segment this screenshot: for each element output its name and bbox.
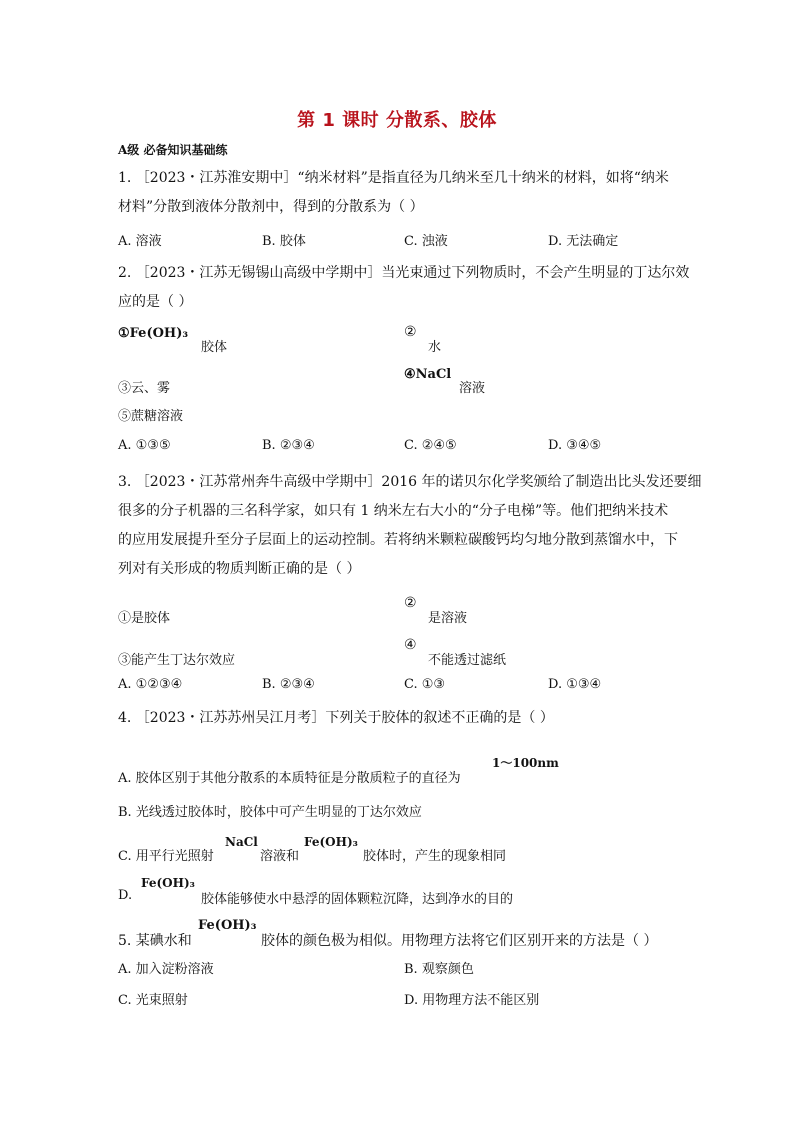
q5-suffix: 胶体的颜色极为相似。用物理方法将它们区别开来的方法是（ ）	[261, 933, 658, 949]
q2-item-1-text: 胶体	[201, 340, 228, 355]
q5-option-a: A. 加入淀粉溶液	[118, 962, 214, 977]
q4-option-c-prefix: C. 用平行光照射	[118, 849, 214, 864]
q4-option-a-range: 1～100nm	[492, 756, 559, 770]
page-title: 第 1 课时 分散系、胶体	[297, 110, 497, 131]
q2-option-d: D. ③④⑤	[548, 438, 602, 453]
q5-prefix: 5. 某碘水和	[118, 933, 192, 949]
q1-line-2: 材料”分散到液体分散剂中，得到的分散系为（ ）	[118, 199, 424, 215]
q3-option-a: A. ①②③④	[118, 677, 183, 692]
q5-option-c: C. 光束照射	[118, 993, 188, 1008]
q4-option-c-mid: 溶液和	[260, 849, 300, 864]
q3-line-3: 的应用发展提升至分子层面上的运动控制。若将纳米颗粒碳酸钙均匀地分散到蒸馏水中，下	[118, 532, 678, 548]
q3-option-b: B. ②③④	[262, 677, 315, 692]
q4-option-c-suffix: 胶体时，产生的现象相同	[363, 849, 507, 864]
q4-option-c-formula-2: Fe(OH)₃	[304, 835, 358, 849]
q2-option-c: C. ②④⑤	[404, 438, 457, 453]
q3-item-1: ①是胶体	[118, 611, 171, 626]
q2-item-4-formula: ④NaCl	[404, 367, 452, 382]
q3-line-2: 很多的分子机器的三名科学家，如只有 1 纳米左右大小的“分子电梯”等。他们把纳米技术	[118, 503, 669, 519]
q3-item-2-text: 是溶液	[428, 611, 468, 626]
q1-option-d: D. 无法确定	[548, 234, 619, 249]
q3-option-c: C. ①③	[404, 677, 446, 692]
q1-option-b: B. 胶体	[262, 234, 306, 249]
q1-option-a: A. 溶液	[118, 234, 162, 249]
q4-option-d-suffix: 胶体能够使水中悬浮的固体颗粒沉降，达到净水的目的	[201, 892, 514, 907]
q4-option-c-formula-1: NaCl	[225, 835, 258, 849]
q3-line-1: 3. ［2023・江苏常州奔牛高级中学期中］2016 年的诺贝尔化学奖颁给了制造出比头发还要细	[118, 474, 702, 490]
q5-option-d: D. 用物理方法不能区别	[404, 993, 540, 1008]
q1-line-1: 1. ［2023・江苏淮安期中］“纳米材料”是指直径为几纳米至几十纳米的材料，如将“纳米	[118, 170, 669, 186]
q2-item-2-mark: ②	[404, 324, 417, 340]
q2-line-2: 应的是（ ）	[118, 294, 193, 310]
q3-line-4: 列对有关形成的物质判断正确的是（ ）	[118, 561, 361, 577]
q5-option-b: B. 观察颜色	[404, 962, 474, 977]
q4-option-a-text: A. 胶体区别于其他分散系的本质特征是分散质粒子的直径为	[118, 771, 461, 786]
q4-option-d-prefix: D.	[118, 888, 133, 903]
q5-formula: Fe(OH)₃	[198, 918, 257, 933]
q3-item-2-mark: ②	[404, 595, 417, 611]
q2-item-3: ③云、雾	[118, 381, 171, 396]
q2-item-5: ⑤蔗糖溶液	[118, 409, 184, 424]
q2-option-b: B. ②③④	[262, 438, 315, 453]
q4-line-1: 4. ［2023・江苏苏州吴江月考］下列关于胶体的叙述不正确的是（ ）	[118, 710, 554, 726]
q3-item-4-text: 不能透过滤纸	[428, 653, 507, 668]
section-heading: A级 必备知识基础练	[118, 143, 228, 157]
q2-option-a: A. ①③⑤	[118, 438, 171, 453]
q2-item-2-text: 水	[428, 340, 442, 355]
q3-option-d: D. ①③④	[548, 677, 602, 692]
q2-line-1: 2. ［2023・江苏无锡锡山高级中学期中］当光束通过下列物质时，不会产生明显的丁达尔效	[118, 265, 690, 281]
q4-option-b: B. 光线透过胶体时，胶体中可产生明显的丁达尔效应	[118, 805, 422, 820]
q3-item-4-mark: ④	[404, 637, 417, 653]
q4-option-d-formula: Fe(OH)₃	[141, 876, 195, 890]
q3-item-3: ③能产生丁达尔效应	[118, 653, 236, 668]
q2-item-4-text: 溶液	[459, 381, 486, 396]
q1-option-c: C. 浊液	[404, 234, 448, 249]
q2-item-1-formula: ①Fe(OH)₃	[118, 326, 189, 341]
